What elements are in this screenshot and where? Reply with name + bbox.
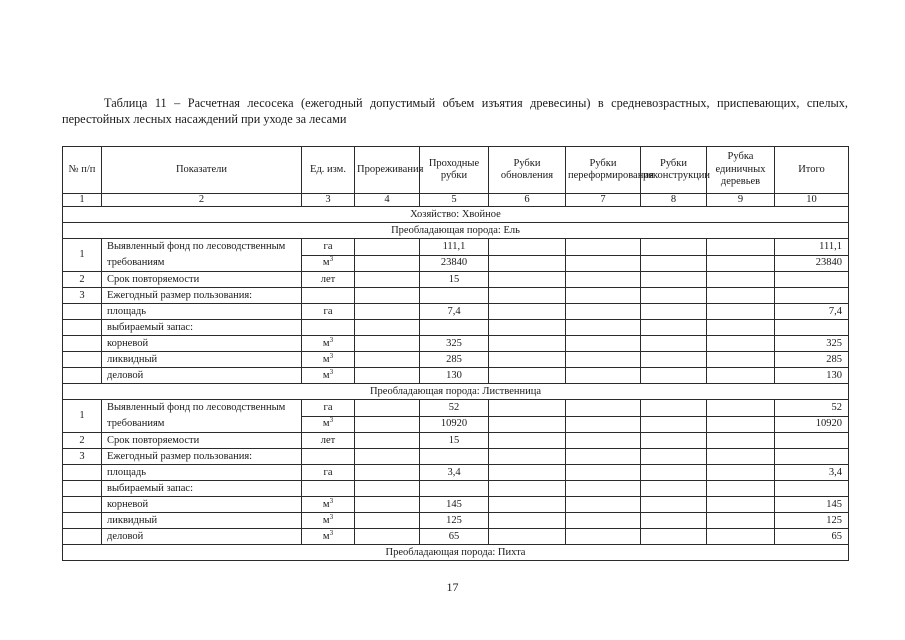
header-single-trees: Рубка единичных деревьев xyxy=(707,147,775,194)
column-number: 6 xyxy=(489,194,566,207)
header-thinning: Прореживания xyxy=(355,147,420,194)
indicator-business: деловой xyxy=(102,529,302,545)
unit-cell: лет xyxy=(302,272,355,288)
value-cell: 7,4 xyxy=(420,304,489,320)
section-row xyxy=(63,384,849,400)
indicator-business: деловой xyxy=(102,368,302,384)
indicator-liquid: ликвидный xyxy=(102,513,302,529)
species-title-fir: Преобладающая порода: Пихта xyxy=(63,545,849,561)
section-row xyxy=(63,207,849,223)
column-numbers-row xyxy=(63,194,849,207)
table-row xyxy=(63,465,849,481)
economy-title: Хозяйство: Хвойное xyxy=(63,207,849,223)
total-cell: 111,1 xyxy=(775,239,849,256)
unit-cell: $м^3$ xyxy=(302,529,355,545)
allowable-cut-table xyxy=(62,146,849,561)
column-number: 8 xyxy=(641,194,707,207)
total-cell: 3,4 xyxy=(775,465,849,481)
table-row xyxy=(63,481,849,497)
table-row xyxy=(63,513,849,529)
table-row xyxy=(63,400,849,417)
indicator-annual: Ежегодный размер пользования: xyxy=(102,449,302,465)
unit-cell: $м^3$ xyxy=(302,513,355,529)
indicator-area: площадь xyxy=(102,304,302,320)
table-row xyxy=(63,336,849,352)
total-cell: 23840 xyxy=(775,255,849,272)
indicator-period: Срок повторяемости xyxy=(102,272,302,288)
unit-cell: $м^3$ xyxy=(302,497,355,513)
column-number: 1 xyxy=(63,194,102,207)
value-cell: 65 xyxy=(420,529,489,545)
header-num: № п/п xyxy=(63,147,102,194)
total-cell: 325 xyxy=(775,336,849,352)
unit-cell: $м^3$ xyxy=(302,416,355,433)
value-cell: 125 xyxy=(420,513,489,529)
row-number: 1 xyxy=(63,239,102,272)
value-cell: 15 xyxy=(420,272,489,288)
table-row xyxy=(63,368,849,384)
unit-cell: га xyxy=(302,304,355,320)
unit-cell: $м^3$ xyxy=(302,368,355,384)
value-cell: 3,4 xyxy=(420,465,489,481)
value-cell: 23840 xyxy=(420,255,489,272)
table-row xyxy=(63,239,849,256)
indicator-liquid: ликвидный xyxy=(102,352,302,368)
row-number: 3 xyxy=(63,449,102,465)
value-cell: 111,1 xyxy=(420,239,489,256)
total-cell: 125 xyxy=(775,513,849,529)
value-cell: 130 xyxy=(420,368,489,384)
table-row xyxy=(63,529,849,545)
row-number: 1 xyxy=(63,400,102,433)
table-row xyxy=(63,288,849,304)
table-row xyxy=(63,497,849,513)
table-row xyxy=(63,272,849,288)
total-cell: 65 xyxy=(775,529,849,545)
section-row xyxy=(63,223,849,239)
column-number: 10 xyxy=(775,194,849,207)
total-cell: 10920 xyxy=(775,416,849,433)
header-unit: Ед. изм. xyxy=(302,147,355,194)
table-caption: Таблица 11 – Расчетная лесосека (ежегодный допустимый объем изъятия древесины) в средневозрастных, приспевающих, спелых, перестойных лесных насаждений при уходе за лесами xyxy=(62,96,848,126)
header-total: Итого xyxy=(775,147,849,194)
header-reform: Рубки переформирования xyxy=(566,147,641,194)
indicator-stock: выбираемый запас: xyxy=(102,320,302,336)
table-row xyxy=(63,433,849,449)
indicator-root: корневой xyxy=(102,336,302,352)
table-row xyxy=(63,304,849,320)
unit-cell: лет xyxy=(302,433,355,449)
column-number: 2 xyxy=(102,194,302,207)
value-cell: 15 xyxy=(420,433,489,449)
row-number: 2 xyxy=(63,433,102,449)
value-cell: 10920 xyxy=(420,416,489,433)
column-number: 7 xyxy=(566,194,641,207)
unit-cell: га xyxy=(302,400,355,417)
column-number: 5 xyxy=(420,194,489,207)
unit-cell: га xyxy=(302,239,355,256)
indicator-annual: Ежегодный размер пользования: xyxy=(102,288,302,304)
column-number: 3 xyxy=(302,194,355,207)
indicator-fund: Выявленный фонд по лесоводственным требованиям xyxy=(102,400,302,433)
value-cell: 285 xyxy=(420,352,489,368)
column-number: 9 xyxy=(707,194,775,207)
value-cell: 325 xyxy=(420,336,489,352)
table-row xyxy=(63,449,849,465)
table-row xyxy=(63,352,849,368)
total-cell: 52 xyxy=(775,400,849,417)
indicator-area: площадь xyxy=(102,465,302,481)
unit-cell: га xyxy=(302,465,355,481)
page-number: 17 xyxy=(446,580,459,594)
unit-cell: $м^3$ xyxy=(302,336,355,352)
species-title-spruce: Преобладающая порода: Ель xyxy=(63,223,849,239)
value-cell: 52 xyxy=(420,400,489,417)
species-title-larch: Преобладающая порода: Лиственница xyxy=(63,384,849,400)
total-cell: 130 xyxy=(775,368,849,384)
column-number: 4 xyxy=(355,194,420,207)
row-number: 2 xyxy=(63,272,102,288)
indicator-fund: Выявленный фонд по лесоводственным требованиям xyxy=(102,239,302,272)
indicator-period: Срок повторяемости xyxy=(102,433,302,449)
unit-cell: $м^3$ xyxy=(302,255,355,272)
header-row xyxy=(63,147,849,194)
header-reconstruction: Рубки реконструкции xyxy=(641,147,707,194)
header-pass-cuttings: Проходные рубки xyxy=(420,147,489,194)
header-renewal: Рубки обновления xyxy=(489,147,566,194)
total-cell: 145 xyxy=(775,497,849,513)
section-row xyxy=(63,545,849,561)
unit-cell: $м^3$ xyxy=(302,352,355,368)
header-indicator: Показатели xyxy=(102,147,302,194)
total-cell: 7,4 xyxy=(775,304,849,320)
table-row xyxy=(63,320,849,336)
total-cell: 285 xyxy=(775,352,849,368)
row-number: 3 xyxy=(63,288,102,304)
indicator-stock: выбираемый запас: xyxy=(102,481,302,497)
indicator-root: корневой xyxy=(102,497,302,513)
value-cell: 145 xyxy=(420,497,489,513)
